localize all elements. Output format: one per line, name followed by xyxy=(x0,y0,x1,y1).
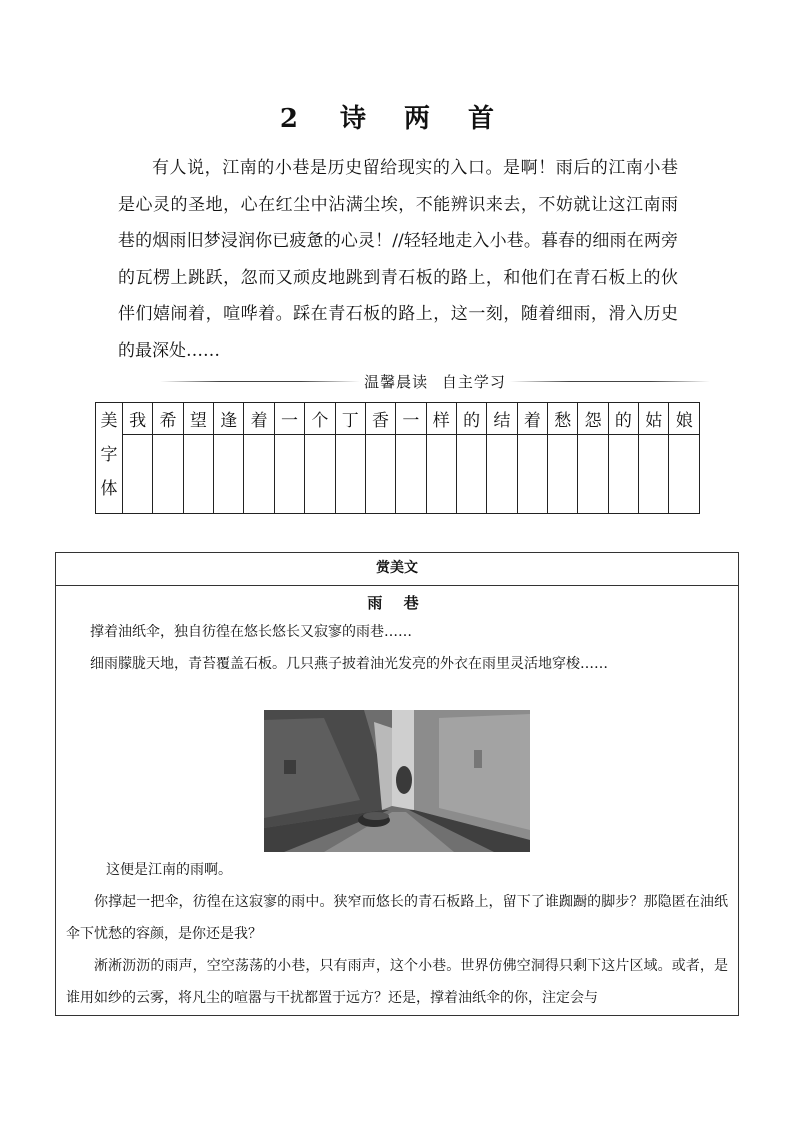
page-title xyxy=(0,98,794,135)
grid-char: 愁 xyxy=(548,403,578,435)
grid-char: 一 xyxy=(396,403,426,435)
grid-char: 的 xyxy=(608,403,638,435)
grid-char: 怨 xyxy=(578,403,608,435)
poem-paragraph: 淅淅沥沥的雨声，空空荡荡的小巷，只有雨声，这个小巷。世界仿佛空洞得只剩下这片区域。或者，是谁用如纱的云雾，将凡尘的喧嚣与干扰都置于远方？还是，撑着油纸伞的你，注定会与 xyxy=(66,958,728,1006)
practice-cell[interactable] xyxy=(456,435,486,514)
practice-cell[interactable] xyxy=(183,435,213,514)
grid-char: 结 xyxy=(487,403,517,435)
side-label-char: 字 xyxy=(100,445,118,465)
intro-text: 有人说，江南的小巷是历史留给现实的入口。是啊！雨后的江南小巷是心灵的圣地，心在红尘中沾满尘埃，不能辨识来去，不妨就让这江南雨巷的烟雨旧梦浸润你已疲惫的心灵！//轻轻地走入小巷。暮春的细雨在两旁的瓦楞上跳跃，忽而又顽皮地跳到青石板的路上，和他们在青石板上的伙伴们嬉闹着，喧哗着。踩在青石板的路上，这一刻，随着细雨，滑入历史的最深处…… xyxy=(118,158,678,361)
practice-cell[interactable] xyxy=(365,435,395,514)
side-label-char: 美 xyxy=(100,411,118,431)
divider xyxy=(510,381,710,382)
grid-char: 香 xyxy=(365,403,395,435)
grid-char: 着 xyxy=(517,403,547,435)
title-char: 两 xyxy=(404,104,433,134)
calligraphy-practice-grid xyxy=(95,402,700,514)
practice-cell[interactable] xyxy=(669,435,700,514)
section-heading-label: 温馨晨读 自主学习 xyxy=(364,372,506,391)
poem-title: 雨 巷 xyxy=(367,594,427,612)
grid-char: 望 xyxy=(183,403,213,435)
grid-char: 逢 xyxy=(214,403,244,435)
practice-cell[interactable] xyxy=(153,435,183,514)
practice-cell[interactable] xyxy=(548,435,578,514)
poem-paragraph: 细雨朦胧天地，青苔覆盖石板。几只燕子披着油光发亮的外衣在雨里灵活地穿梭…… xyxy=(90,656,608,672)
poem-paragraph: 你撑起一把伞，彷徨在这寂寥的雨中。狭窄而悠长的青石板路上，留下了谁踟蹰的脚步？那隐匿在油纸伞下忧愁的容颜，是你还是我？ xyxy=(66,894,728,942)
grid-char: 的 xyxy=(456,403,486,435)
practice-cell[interactable] xyxy=(608,435,638,514)
practice-cell[interactable] xyxy=(487,435,517,514)
appreciation-header: 赏美文 xyxy=(56,553,738,586)
practice-cell[interactable] xyxy=(123,435,153,514)
practice-cell[interactable] xyxy=(396,435,426,514)
practice-cell[interactable] xyxy=(305,435,335,514)
grid-char: 一 xyxy=(274,403,304,435)
practice-cell[interactable] xyxy=(578,435,608,514)
poem-paragraph: 撑着油纸伞，独自彷徨在悠长悠长又寂寥的雨巷…… xyxy=(90,624,412,640)
rain-alley-photo xyxy=(264,710,530,852)
practice-cell[interactable] xyxy=(214,435,244,514)
grid-char: 丁 xyxy=(335,403,365,435)
section-heading xyxy=(160,370,710,392)
practice-cell[interactable] xyxy=(517,435,547,514)
grid-side-label xyxy=(96,403,123,514)
grid-char: 样 xyxy=(426,403,456,435)
practice-cell[interactable] xyxy=(274,435,304,514)
poem-paragraph: 这便是江南的雨啊。 xyxy=(106,862,232,878)
practice-cell[interactable] xyxy=(426,435,456,514)
appreciation-box xyxy=(55,552,739,1016)
grid-char: 娘 xyxy=(669,403,700,435)
practice-cell[interactable] xyxy=(335,435,365,514)
title-char: 首 xyxy=(468,104,497,134)
intro-passage xyxy=(118,150,678,369)
title-number: 2 xyxy=(279,104,301,134)
alley-illustration xyxy=(264,710,530,852)
divider xyxy=(160,381,360,382)
practice-cell[interactable] xyxy=(244,435,274,514)
grid-char: 着 xyxy=(244,403,274,435)
grid-char: 我 xyxy=(123,403,153,435)
grid-char: 姑 xyxy=(639,403,669,435)
side-label-char: 体 xyxy=(100,479,118,499)
practice-cell[interactable] xyxy=(639,435,669,514)
grid-char: 希 xyxy=(153,403,183,435)
grid-char: 个 xyxy=(305,403,335,435)
title-char: 诗 xyxy=(340,104,369,134)
